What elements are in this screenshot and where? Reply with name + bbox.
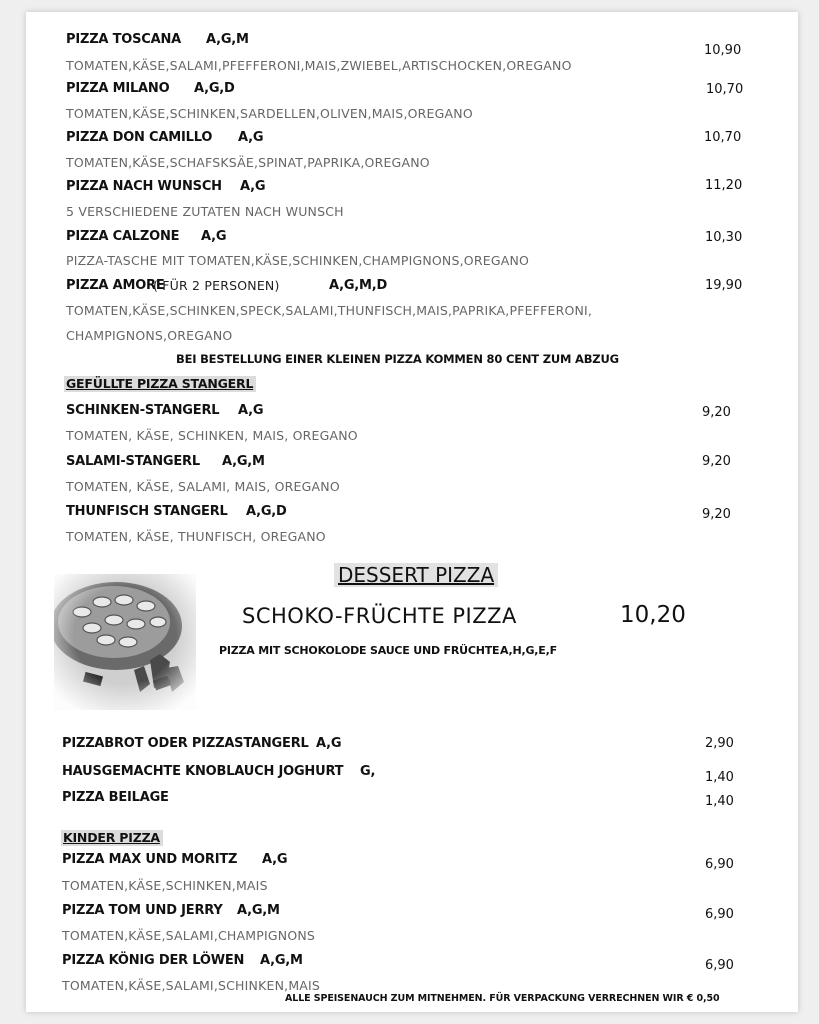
extra-price: 2,90 <box>705 736 734 751</box>
stangerl-name: SALAMI-STANGERL <box>66 454 200 469</box>
pizza-name: PIZZA AMORE <box>66 278 165 293</box>
pizza-name: PIZZA DON CAMILLO <box>66 130 213 145</box>
pizza-allergens: A,G <box>238 130 264 145</box>
dessert-pizza-image <box>54 574 196 710</box>
extra-price: 1,40 <box>705 770 734 785</box>
pizza-price: 19,90 <box>705 278 743 293</box>
menu-page <box>26 12 798 1012</box>
pizza-price: 10,70 <box>706 82 744 97</box>
stangerl-name: THUNFISCH STANGERL <box>66 504 228 519</box>
pizza-description-continued: CHAMPIGNONS,OREGANO <box>66 328 233 343</box>
pizza-allergens: A,G,M <box>206 32 249 47</box>
pizza-allergens: A,G,D <box>194 81 235 96</box>
pizza-allergens: A,G <box>201 229 227 244</box>
pizza-description: TOMATEN,KÄSE,SCHINKEN,SPECK,SALAMI,THUNFISCH,MAIS,PAPRIKA,PFEFFERONI, <box>66 303 593 318</box>
dessert-pizza-photo <box>54 574 196 710</box>
pizza-description: 5 VERSCHIEDENE ZUTATEN NACH WUNSCH <box>66 204 344 219</box>
pizza-name: PIZZA MILANO <box>66 81 170 96</box>
pizza-name-note: ( FÜR 2 PERSONEN) <box>153 278 280 293</box>
pizza-allergens: A,G <box>240 179 266 194</box>
kinder-pizza-name: PIZZA KÖNIG DER LÖWEN <box>62 953 245 968</box>
kinder-pizza-price: 6,90 <box>705 958 734 973</box>
pizza-description: TOMATEN,KÄSE,SALAMI,PFEFFERONI,MAIS,ZWIEBEL,ARTISCHOCKEN,OREGANO <box>66 58 572 73</box>
pizza-description: TOMATEN,KÄSE,SCHINKEN,SARDELLEN,OLIVEN,MAIS,OREGANO <box>66 106 473 121</box>
stangerl-price: 9,20 <box>702 405 731 420</box>
kinder-pizza-description: TOMATEN,KÄSE,SCHINKEN,MAIS <box>62 878 268 893</box>
extra-name: PIZZA BEILAGE <box>62 790 169 805</box>
stangerl-description: TOMATEN, KÄSE, THUNFISCH, OREGANO <box>66 529 326 544</box>
pizza-name: PIZZA NACH WUNSCH <box>66 179 222 194</box>
extra-name: HAUSGEMACHTE KNOBLAUCH JOGHURT <box>62 764 344 779</box>
dessert-price: 10,20 <box>620 602 686 628</box>
stangerl-name: SCHINKEN-STANGERL <box>66 403 220 418</box>
stangerl-price: 9,20 <box>702 454 731 469</box>
pizza-price: 10,30 <box>705 230 743 245</box>
kinder-pizza-allergens: A,G,M <box>260 953 303 968</box>
kinder-pizza-name: PIZZA TOM UND JERRY <box>62 903 223 918</box>
stangerl-description: TOMATEN, KÄSE, SCHINKEN, MAIS, OREGANO <box>66 428 358 443</box>
extra-allergens: A,G <box>316 736 342 751</box>
pizza-price: 11,20 <box>705 178 743 193</box>
extra-price: 1,40 <box>705 794 734 809</box>
dessert-allergens: A,H,G,E,F <box>500 644 557 657</box>
kinder-pizza-allergens: A,G,M <box>237 903 280 918</box>
kinder-pizza-price: 6,90 <box>705 907 734 922</box>
kinder-pizza-description: TOMATEN,KÄSE,SALAMI,SCHINKEN,MAIS <box>62 978 321 993</box>
section-title-kinder: KINDER PIZZA <box>61 830 163 846</box>
pizza-price: 10,90 <box>704 43 742 58</box>
pizza-description: PIZZA-TASCHE MIT TOMATEN,KÄSE,SCHINKEN,CHAMPIGNONS,OREGANO <box>66 253 530 268</box>
stangerl-description: TOMATEN, KÄSE, SALAMI, MAIS, OREGANO <box>66 479 340 494</box>
stangerl-allergens: A,G,D <box>246 504 287 519</box>
extra-allergens: G, <box>360 764 376 779</box>
section-title-dessert: DESSERT PIZZA <box>334 563 498 587</box>
dessert-name: SCHOKO-FRÜCHTE PIZZA <box>242 604 517 628</box>
pizza-name: PIZZA CALZONE <box>66 229 180 244</box>
pizza-allergens: A,G,M,D <box>329 278 388 293</box>
stangerl-allergens: A,G <box>238 403 264 418</box>
kinder-pizza-allergens: A,G <box>262 852 288 867</box>
dessert-description: PIZZA MIT SCHOKOLODE SAUCE UND FRÜCHTE <box>219 644 500 657</box>
stangerl-allergens: A,G,M <box>222 454 265 469</box>
small-pizza-note: BEI BESTELLUNG EINER KLEINEN PIZZA KOMMEN 80 CENT ZUM ABZUG <box>176 352 619 366</box>
kinder-pizza-name: PIZZA MAX UND MORITZ <box>62 852 238 867</box>
pizza-description: TOMATEN,KÄSE,SCHAFSKSÄE,SPINAT,PAPRIKA,OREGANO <box>66 155 430 170</box>
kinder-pizza-price: 6,90 <box>705 857 734 872</box>
stangerl-price: 9,20 <box>702 507 731 522</box>
takeaway-note: ALLE SPEISENAUCH ZUM MITNEHMEN. FÜR VERPACKUNG VERRECHNEN WIR € 0,50 <box>285 993 720 1004</box>
extra-name: PIZZABROT ODER PIZZASTANGERL <box>62 736 309 751</box>
pizza-name: PIZZA TOSCANA <box>66 32 182 47</box>
kinder-pizza-description: TOMATEN,KÄSE,SALAMI,CHAMPIGNONS <box>62 928 316 943</box>
section-title-stangerl: GEFÜLLTE PIZZA STANGERL <box>64 376 256 392</box>
pizza-price: 10,70 <box>704 130 742 145</box>
